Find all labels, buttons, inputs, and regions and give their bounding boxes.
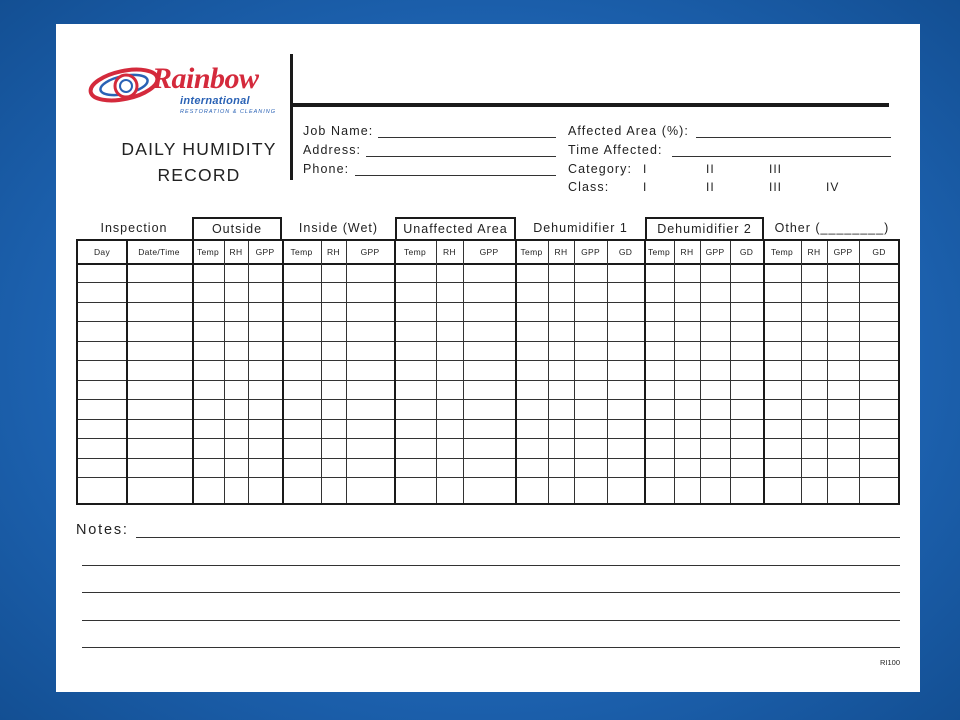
column-divider bbox=[346, 241, 347, 503]
column-header-dehu2-temp: Temp bbox=[648, 247, 670, 257]
row-divider bbox=[78, 282, 898, 283]
column-divider bbox=[730, 241, 731, 503]
address-label: Address: bbox=[303, 143, 362, 157]
column-divider bbox=[394, 241, 396, 503]
row-divider bbox=[78, 380, 898, 381]
column-header-date-time: Date/Time bbox=[138, 247, 180, 257]
column-divider bbox=[463, 241, 464, 503]
row-divider bbox=[78, 399, 898, 400]
column-header-inside-temp: Temp bbox=[290, 247, 313, 257]
column-divider bbox=[321, 241, 322, 503]
humidity-record-form bbox=[56, 24, 920, 692]
column-divider bbox=[574, 241, 575, 503]
job-name-label: Job Name: bbox=[303, 124, 374, 138]
row-divider bbox=[78, 341, 898, 342]
column-header-inside-rh: RH bbox=[327, 247, 340, 257]
column-divider bbox=[763, 241, 765, 503]
column-header-dehu2-rh: RH bbox=[680, 247, 694, 257]
section-unaffected-area: Unaffected Area bbox=[395, 217, 516, 239]
affected-area-field[interactable] bbox=[568, 124, 891, 142]
section-inspection: Inspection bbox=[100, 221, 168, 235]
phone-line[interactable] bbox=[355, 175, 556, 176]
column-divider bbox=[644, 241, 646, 503]
class-label: Class: bbox=[568, 180, 610, 194]
time-affected-field[interactable] bbox=[568, 143, 891, 161]
row-divider bbox=[78, 458, 898, 459]
row-divider bbox=[78, 438, 898, 439]
column-divider bbox=[674, 241, 675, 503]
category-option-ii[interactable]: II bbox=[706, 162, 715, 176]
logo-subtitle: international bbox=[180, 95, 250, 107]
column-header-dehu1-rh: RH bbox=[554, 247, 568, 257]
section-dehumidifier-1: Dehumidifier 1 bbox=[533, 221, 628, 235]
notes-line[interactable] bbox=[82, 592, 900, 593]
row-divider bbox=[78, 477, 898, 478]
column-header-other-gd: GD bbox=[872, 247, 886, 257]
notes-label: Notes: bbox=[76, 522, 129, 538]
time-affected-label: Time Affected: bbox=[568, 143, 663, 157]
column-header-dehu1-temp: Temp bbox=[520, 247, 543, 257]
column-header-outside-gpp: GPP bbox=[255, 247, 275, 257]
column-divider bbox=[126, 241, 128, 503]
form-title bbox=[94, 136, 304, 188]
column-divider bbox=[801, 241, 802, 503]
header-rule bbox=[292, 103, 889, 107]
column-header-outside-temp: Temp bbox=[197, 247, 219, 257]
column-divider bbox=[224, 241, 225, 503]
category-option-i[interactable]: I bbox=[643, 162, 648, 176]
rainbow-logo bbox=[88, 58, 288, 118]
notes-line[interactable] bbox=[82, 647, 900, 648]
column-header-inside-gpp: GPP bbox=[360, 247, 380, 257]
address-line[interactable] bbox=[366, 156, 556, 157]
column-header-unaffected-rh: RH bbox=[443, 247, 456, 257]
column-divider bbox=[700, 241, 701, 503]
form-title-line1: DAILY HUMIDITY bbox=[121, 139, 277, 159]
logo-brand-name: Rainbow bbox=[152, 62, 259, 95]
column-header-unaffected-gpp: GPP bbox=[479, 247, 499, 257]
phone-field[interactable] bbox=[303, 162, 556, 180]
class-option-ii[interactable]: II bbox=[706, 180, 715, 194]
column-divider bbox=[282, 241, 284, 503]
column-divider bbox=[607, 241, 608, 503]
column-divider bbox=[548, 241, 549, 503]
column-divider bbox=[248, 241, 249, 503]
form-code: RI100 bbox=[879, 658, 900, 667]
section-outside: Outside bbox=[192, 217, 282, 239]
column-divider bbox=[192, 241, 194, 503]
section-dehumidifier-2: Dehumidifier 2 bbox=[645, 217, 764, 239]
job-name-line[interactable] bbox=[378, 137, 556, 138]
row-divider bbox=[78, 419, 898, 420]
form-title-line2: RECORD bbox=[157, 165, 241, 185]
column-header-dehu2-gd: GD bbox=[739, 247, 754, 257]
address-field[interactable] bbox=[303, 143, 556, 161]
column-header-dehu1-gd: GD bbox=[618, 247, 633, 257]
notes-line[interactable] bbox=[136, 537, 900, 538]
phone-label: Phone: bbox=[303, 162, 350, 176]
affected-area-label: Affected Area (%): bbox=[568, 124, 690, 138]
job-name-field[interactable] bbox=[303, 124, 556, 142]
column-divider bbox=[436, 241, 437, 503]
row-divider bbox=[78, 360, 898, 361]
header-vertical-divider bbox=[290, 54, 293, 180]
column-divider bbox=[827, 241, 828, 503]
time-affected-line[interactable] bbox=[672, 156, 891, 157]
logo-tagline: RESTORATION & CLEANING bbox=[180, 109, 277, 115]
category-label: Category: bbox=[568, 162, 633, 176]
class-option-iii[interactable]: III bbox=[769, 180, 783, 194]
column-header-other-rh: RH bbox=[807, 247, 821, 257]
row-divider bbox=[78, 302, 898, 303]
category-option-iii[interactable]: III bbox=[769, 162, 783, 176]
column-header-outside-rh: RH bbox=[229, 247, 243, 257]
notes-line[interactable] bbox=[82, 620, 900, 621]
row-divider bbox=[78, 321, 898, 322]
column-header-day: Day bbox=[93, 247, 111, 257]
column-divider bbox=[515, 241, 517, 503]
column-divider bbox=[859, 241, 860, 503]
class-option-i[interactable]: I bbox=[643, 180, 648, 194]
header-row-divider bbox=[78, 263, 898, 265]
class-option-iv[interactable]: IV bbox=[826, 180, 840, 194]
column-header-other-gpp: GPP bbox=[833, 247, 853, 257]
column-header-dehu1-gpp: GPP bbox=[581, 247, 600, 257]
column-header-unaffected-temp: Temp bbox=[404, 247, 426, 257]
column-header-dehu2-gpp: GPP bbox=[705, 247, 725, 257]
affected-area-line[interactable] bbox=[696, 137, 891, 138]
humidity-readings-table[interactable] bbox=[76, 239, 900, 505]
section-inside-wet: Inside (Wet) bbox=[298, 221, 379, 235]
column-header-other-temp: Temp bbox=[771, 247, 793, 257]
notes-line[interactable] bbox=[82, 565, 900, 566]
section-other: Other (________) bbox=[774, 221, 890, 235]
